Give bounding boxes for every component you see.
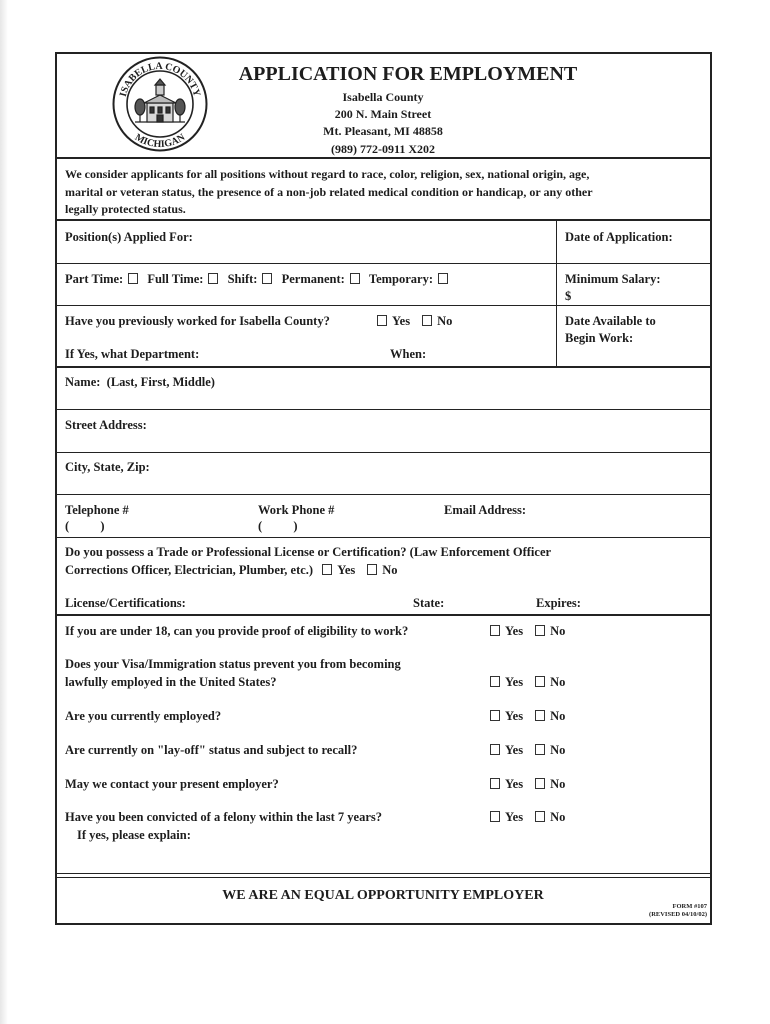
yes-label: Yes — [505, 624, 524, 638]
footer-divider — [55, 873, 712, 874]
seal-window — [166, 107, 170, 113]
yes-label: Yes — [505, 810, 524, 824]
question-visa-status-line: lawfully employed in the United States? — [65, 675, 277, 689]
no-label: No — [550, 709, 566, 723]
no-label: No — [550, 624, 566, 638]
license-question-line — [65, 563, 398, 578]
org-street: 200 N. Main Street — [334, 107, 432, 121]
disclaimer-line: marital or veteran status, the presence of a non-job related medical condition or handicap, or any other — [65, 185, 593, 199]
work-type-permanent — [282, 272, 360, 287]
date-available-label: Date Available to — [565, 314, 656, 328]
no-checkbox[interactable] — [535, 710, 545, 721]
column-divider — [556, 219, 557, 366]
work-type-shift — [228, 272, 273, 287]
form-number: FORM #107 — [672, 903, 707, 910]
work-type-label: Part Time: — [65, 272, 124, 286]
telephone-area-code: ( ) — [65, 519, 105, 533]
question-answer — [490, 810, 565, 825]
yes-checkbox[interactable] — [490, 811, 500, 822]
felony-explain-label: If yes, please explain: — [77, 828, 191, 842]
yes-label: Yes — [505, 777, 524, 791]
seal-tree-left — [135, 99, 145, 115]
full-time-checkbox[interactable] — [208, 273, 218, 284]
seal-building-tower — [156, 85, 164, 95]
disclaimer-line: legally protected status. — [65, 202, 186, 216]
seal-top-text: ISABELLA COUNTY — [117, 60, 203, 98]
row-divider — [55, 263, 712, 264]
org-city: Mt. Pleasant, MI 48858 — [323, 124, 443, 138]
shift-checkbox[interactable] — [262, 273, 272, 284]
seal-window — [158, 107, 162, 113]
state-label: State: — [413, 596, 445, 610]
no-checkbox[interactable] — [535, 778, 545, 789]
org-name: Isabella County — [342, 90, 424, 104]
form-revision-date: (REVISED 04/10/02) — [649, 911, 707, 918]
row-divider — [55, 494, 712, 495]
no-label: No — [550, 777, 566, 791]
no-label: No — [550, 810, 566, 824]
no-label: No — [550, 743, 566, 757]
no-label: No — [550, 675, 566, 689]
salary-currency: $ — [565, 289, 572, 303]
question-currently-employed: Are you currently employed? — [65, 709, 222, 723]
email-label: Email Address: — [444, 503, 527, 517]
license-yes-checkbox[interactable] — [322, 564, 332, 575]
yes-checkbox[interactable] — [490, 625, 500, 636]
work-type-label: Full Time: — [147, 272, 204, 286]
position-label: Position(s) Applied For: — [65, 230, 193, 244]
no-checkbox[interactable] — [535, 811, 545, 822]
work-type-row — [65, 272, 454, 287]
yes-label: Yes — [337, 563, 356, 577]
no-label: No — [437, 314, 453, 328]
row-divider — [55, 537, 712, 538]
yes-label: Yes — [392, 314, 411, 328]
license-answer — [322, 563, 397, 578]
work-type-label: Temporary: — [368, 272, 434, 286]
prior-service-question: Have you previously worked for Isabella County? — [65, 314, 330, 328]
street-address-label: Street Address: — [65, 418, 147, 432]
yes-label: Yes — [505, 743, 524, 757]
question-lay-off: Are currently on "lay-off" status and subject to recall? — [65, 743, 358, 757]
row-divider — [55, 452, 712, 453]
telephone-label: Telephone # — [65, 503, 129, 517]
row-divider — [55, 409, 712, 410]
date-of-application-label: Date of Application: — [565, 230, 673, 244]
part-time-checkbox[interactable] — [128, 273, 138, 284]
work-type-label: Shift: — [227, 272, 258, 286]
minimum-salary-label: Minimum Salary: — [565, 272, 661, 286]
yes-checkbox[interactable] — [490, 744, 500, 755]
question-answer — [490, 709, 565, 724]
no-checkbox[interactable] — [535, 676, 545, 687]
prior-service-no-checkbox[interactable] — [422, 315, 432, 326]
header-divider — [55, 157, 712, 159]
work-phone-label: Work Phone # — [258, 503, 335, 517]
no-checkbox[interactable] — [535, 625, 545, 636]
work-phone-area-code: ( ) — [258, 519, 298, 533]
question-answer — [490, 624, 565, 639]
question-visa-status: Does your Visa/Immigration status prevent you from becoming — [65, 657, 401, 671]
work-type-temporary — [369, 272, 448, 287]
question-contact-employer: May we contact your present employer? — [65, 777, 279, 791]
disclaimer-divider — [55, 219, 712, 221]
yes-label: Yes — [505, 709, 524, 723]
question-felony: Have you been convicted of a felony within the last 7 years? — [65, 810, 382, 824]
seal-door — [157, 115, 163, 122]
question-answer — [490, 777, 565, 792]
yes-checkbox[interactable] — [490, 778, 500, 789]
prior-service-yes-checkbox[interactable] — [377, 315, 387, 326]
footer-divider — [55, 877, 712, 878]
no-checkbox[interactable] — [535, 744, 545, 755]
license-question-text: Corrections Officer, Electrician, Plumber, etc.) — [65, 563, 314, 577]
yes-checkbox[interactable] — [490, 676, 500, 687]
work-type-full-time — [147, 272, 218, 287]
permanent-checkbox[interactable] — [350, 273, 360, 284]
seal-bottom-text: MICHIGAN — [132, 131, 188, 151]
license-question: Do you possess a Trade or Professional License or Certification? (Law Enforcement Officer — [65, 545, 552, 559]
date-available-label: Begin Work: — [565, 331, 634, 345]
certifications-label: License/Certifications: — [65, 596, 186, 610]
work-type-part-time — [65, 272, 138, 287]
name-label: Name: (Last, First, Middle) — [65, 375, 215, 389]
seal-window — [150, 107, 154, 113]
work-type-label: Permanent: — [281, 272, 345, 286]
yes-label: Yes — [505, 675, 524, 689]
county-seal — [111, 55, 209, 153]
yes-checkbox[interactable] — [490, 710, 500, 721]
department-label: If Yes, what Department: — [65, 347, 200, 361]
row-divider — [55, 305, 712, 306]
no-label: No — [382, 563, 398, 577]
equal-opportunity-statement: WE ARE AN EQUAL OPPORTUNITY EMPLOYER — [222, 888, 544, 903]
disclaimer-line: We consider applicants for all positions without regard to race, color, religion, sex, national origin, age, — [65, 167, 590, 181]
question-answer — [490, 743, 565, 758]
prior-service-answer — [377, 314, 452, 329]
expires-label: Expires: — [536, 596, 581, 610]
license-no-checkbox[interactable] — [367, 564, 377, 575]
question-answer — [490, 675, 565, 690]
seal-tree-right — [175, 99, 185, 115]
city-state-zip-label: City, State, Zip: — [65, 460, 150, 474]
scan-edge — [0, 0, 8, 1024]
org-phone: (989) 772-0911 X202 — [331, 142, 435, 156]
when-label: When: — [390, 347, 427, 361]
form-title: APPLICATION FOR EMPLOYMENT — [238, 63, 578, 85]
temporary-checkbox[interactable] — [438, 273, 448, 284]
row-divider — [55, 614, 712, 616]
row-divider — [55, 366, 712, 368]
question-under-18: If you are under 18, can you provide proof of eligibility to work? — [65, 624, 409, 638]
